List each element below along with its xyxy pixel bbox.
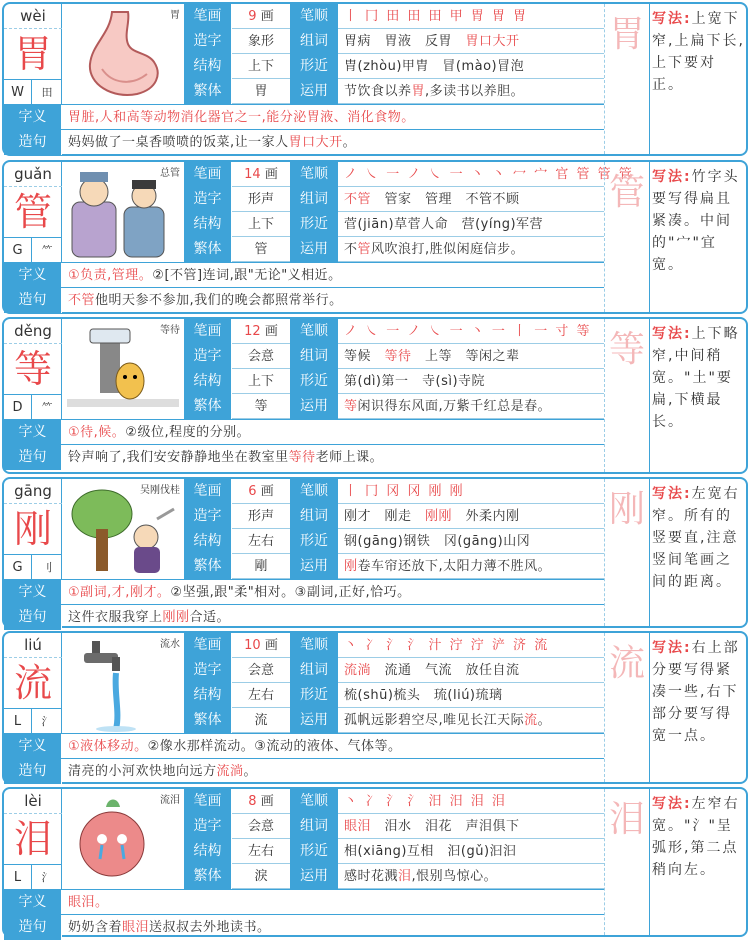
row-traditional — [184, 79, 604, 104]
label-words: 组词 — [290, 187, 338, 212]
row-strokes — [184, 633, 604, 658]
usage-value: 等闲识得东风面,万紫千红总是春。 — [344, 399, 552, 414]
row-meaning — [4, 889, 604, 914]
big-character: 泪 — [13, 817, 52, 861]
index-cell — [4, 79, 62, 104]
structure-value: 上下 — [247, 217, 274, 232]
row-structure — [184, 683, 604, 708]
sentence-value: 铃声响了,我们安安静静地坐在教室里等待老师上课。 — [68, 450, 384, 465]
label-usage: 运用 — [290, 79, 338, 104]
writing-label: 写法: — [652, 486, 692, 502]
label-strokes: 笔画 — [184, 479, 232, 504]
writing-text: 上下略窄,中间稍宽。"土"要扁,下横最长。 — [652, 326, 740, 430]
label-similar: 形近 — [290, 839, 338, 864]
big-character: 胃 — [13, 32, 52, 76]
label-formation: 造字 — [184, 187, 232, 212]
label-sentence: 造句 — [4, 605, 62, 630]
similar-value: 第(dì)第一 寺(sì)寺院 — [344, 374, 486, 389]
label-traditional: 繁体 — [184, 554, 232, 579]
index-letter: W — [4, 80, 32, 105]
illustration-image — [62, 319, 184, 419]
sentence-value: 清亮的小河欢快地向远方流淌。 — [68, 764, 258, 779]
similar-value: 相(xiāng)互相 汩(gǔ)汩汩 — [344, 844, 517, 859]
label-meaning: 字义 — [4, 890, 62, 915]
stroke-order: ノ ㇏ 一 ノ ㇏ 一 丶 一 丨 一 寸 等 — [344, 324, 592, 339]
label-words: 组词 — [290, 29, 338, 54]
label-order: 笔顺 — [290, 633, 338, 658]
words-value: 不管 管家 管理 不管不顾 — [344, 192, 520, 207]
structure-value: 上下 — [247, 59, 274, 74]
pinyin: lèi — [4, 789, 62, 814]
label-formation: 造字 — [184, 344, 232, 369]
usage-value: 感时花溅泪,恨别鸟惊心。 — [344, 869, 498, 884]
label-traditional: 繁体 — [184, 864, 232, 889]
big-character: 等 — [13, 347, 52, 391]
stroke-count: 10 画 — [244, 638, 278, 653]
illustration-image — [62, 479, 184, 579]
label-usage: 运用 — [290, 864, 338, 889]
writing-text: 右上部分要写得紧凑一些,右下部分要写得宽一点。 — [652, 640, 740, 744]
label-order: 笔顺 — [290, 162, 338, 187]
character-card-管 — [2, 160, 748, 314]
index-radical: 田 — [41, 86, 53, 99]
traditional-value: 等 — [254, 399, 268, 414]
sentence-value: 不管他明天参不参加,我们的晚会都照常举行。 — [68, 293, 343, 308]
stroke-order: 丶 冫 氵 氵 汨 汨 泪 泪 — [344, 794, 507, 809]
row-formation — [184, 344, 604, 369]
meaning-value: ①副词,才,刚才。②坚强,跟"柔"相对。③副词,正好,恰巧。 — [68, 585, 411, 600]
label-formation: 造字 — [184, 504, 232, 529]
illustration-image — [62, 789, 184, 889]
illustration-caption: 吴刚伐桂 — [140, 485, 180, 496]
row-sentence — [4, 758, 604, 783]
tracing-character: 泪 — [604, 789, 650, 935]
big-character: 刚 — [13, 507, 52, 551]
stroke-count: 12 画 — [244, 324, 278, 339]
label-structure: 结构 — [184, 683, 232, 708]
label-structure: 结构 — [184, 529, 232, 554]
row-structure — [184, 529, 604, 554]
label-structure: 结构 — [184, 212, 232, 237]
formation-value: 会意 — [247, 663, 274, 678]
row-meaning — [4, 733, 604, 758]
label-traditional: 繁体 — [184, 708, 232, 733]
row-meaning — [4, 104, 604, 129]
writing-text: 左宽右窄。所有的竖要直,注意竖间笔画之间的距离。 — [652, 486, 740, 590]
tracing-character: 管 — [604, 162, 650, 312]
label-meaning: 字义 — [4, 580, 62, 605]
formation-value: 会意 — [247, 819, 274, 834]
structure-value: 上下 — [247, 374, 274, 389]
sentence-value: 这件衣服我穿上刚刚合适。 — [68, 610, 231, 625]
label-strokes: 笔画 — [184, 633, 232, 658]
words-value: 胃病 胃液 反胃 胃口大开 — [344, 34, 520, 49]
writing-text: 上宽下窄,上扁下长,上下要对正。 — [652, 11, 745, 93]
illustration-caption: 流水 — [160, 639, 180, 650]
character-card-流 — [2, 631, 748, 784]
traditional-value: 剛 — [254, 559, 268, 574]
words-value: 流淌 流通 气流 放任自流 — [344, 663, 520, 678]
tracing-character: 胃 — [604, 4, 650, 154]
index-letter: L — [4, 709, 32, 734]
label-words: 组词 — [290, 658, 338, 683]
words-value: 眼泪 泪水 泪花 声泪俱下 — [344, 819, 520, 834]
label-traditional: 繁体 — [184, 237, 232, 262]
row-meaning — [4, 419, 604, 444]
row-sentence — [4, 604, 604, 629]
illustration-image — [62, 4, 184, 104]
writing-tip — [652, 793, 746, 881]
meaning-value: 眼泪。 — [68, 895, 109, 910]
row-meaning — [4, 262, 604, 287]
row-strokes — [184, 789, 604, 814]
row-sentence — [4, 129, 604, 154]
stroke-count: 8 画 — [248, 794, 274, 809]
label-words: 组词 — [290, 504, 338, 529]
meaning-value: 胃脏,人和高等动物消化器官之一,能分泌胃液、消化食物。 — [68, 110, 415, 125]
index-letter: D — [4, 395, 32, 420]
row-traditional — [184, 554, 604, 579]
index-cell — [4, 708, 62, 733]
row-formation — [184, 29, 604, 54]
traditional-value: 流 — [254, 713, 268, 728]
similar-value: 梳(shū)梳头 琉(liú)琉璃 — [344, 688, 503, 703]
index-letter: L — [4, 865, 32, 890]
label-meaning: 字义 — [4, 420, 62, 445]
similar-value: 胄(zhòu)甲胄 冒(mào)冒泡 — [344, 59, 525, 74]
words-value: 刚才 刚走 刚刚 外柔内刚 — [344, 509, 520, 524]
row-strokes — [184, 4, 604, 29]
character-card-泪 — [2, 787, 748, 937]
pinyin: liú — [4, 633, 62, 658]
writing-label: 写法: — [652, 169, 692, 185]
stroke-order: 丶 冫 氵 氵 汁 泞 泞 浐 济 流 — [344, 638, 550, 653]
label-words: 组词 — [290, 344, 338, 369]
char-info-panel — [4, 319, 62, 419]
index-cell — [4, 864, 62, 889]
label-meaning: 字义 — [4, 263, 62, 288]
illustration-caption: 流泪 — [160, 795, 180, 806]
label-strokes: 笔画 — [184, 319, 232, 344]
row-traditional — [184, 708, 604, 733]
row-strokes — [184, 479, 604, 504]
pinyin: děng — [4, 319, 62, 344]
meaning-value: ①待,候。②级位,程度的分别。 — [68, 425, 251, 440]
similar-value: 钢(gāng)钢铁 冈(gāng)山冈 — [344, 534, 531, 549]
formation-value: 象形 — [247, 34, 274, 49]
label-formation: 造字 — [184, 814, 232, 839]
row-formation — [184, 187, 604, 212]
label-formation: 造字 — [184, 29, 232, 54]
label-sentence: 造句 — [4, 915, 62, 940]
label-sentence: 造句 — [4, 445, 62, 470]
writing-label: 写法: — [652, 11, 692, 27]
stroke-count: 14 画 — [244, 167, 278, 182]
label-traditional: 繁体 — [184, 79, 232, 104]
big-character: 管 — [13, 190, 52, 234]
sentence-value: 奶奶含着眼泪送叔叔去外地读书。 — [68, 920, 271, 935]
sentence-value: 妈妈做了一桌香喷喷的饭菜,让一家人胃口大开。 — [68, 135, 357, 150]
row-structure — [184, 369, 604, 394]
index-radical: ⺮ — [41, 244, 53, 257]
usage-value: 节饮食以养胃,多读书以养胆。 — [344, 84, 525, 99]
illustration-image — [62, 162, 184, 262]
row-sentence — [4, 444, 604, 469]
char-info-panel — [4, 479, 62, 579]
label-similar: 形近 — [290, 529, 338, 554]
writing-label: 写法: — [652, 640, 692, 656]
traditional-value: 胃 — [254, 84, 268, 99]
label-traditional: 繁体 — [184, 394, 232, 419]
writing-tip — [652, 323, 746, 433]
label-structure: 结构 — [184, 54, 232, 79]
illustration-caption: 胃 — [170, 10, 180, 21]
label-order: 笔顺 — [290, 4, 338, 29]
label-strokes: 笔画 — [184, 789, 232, 814]
traditional-value: 管 — [254, 242, 268, 257]
meaning-value: ①液体移动。②像水那样流动。③流动的液体、气体等。 — [68, 739, 402, 754]
label-structure: 结构 — [184, 369, 232, 394]
label-strokes: 笔画 — [184, 162, 232, 187]
illustration-image — [62, 633, 184, 733]
usage-value: 不管风吹浪打,胜似闲庭信步。 — [344, 242, 525, 257]
writing-text: 左窄右宽。"氵"呈弧形,第二点稍向左。 — [652, 796, 740, 878]
index-letter: G — [4, 555, 32, 580]
row-formation — [184, 814, 604, 839]
label-usage: 运用 — [290, 708, 338, 733]
formation-value: 形声 — [247, 509, 274, 524]
label-similar: 形近 — [290, 212, 338, 237]
writing-label: 写法: — [652, 796, 692, 812]
char-info-panel — [4, 789, 62, 889]
words-value: 等候 等待 上等 等闲之辈 — [344, 349, 520, 364]
row-structure — [184, 839, 604, 864]
index-letter: G — [4, 238, 32, 263]
row-structure — [184, 54, 604, 79]
row-strokes — [184, 162, 634, 187]
label-order: 笔顺 — [290, 479, 338, 504]
row-sentence — [4, 287, 604, 312]
row-traditional — [184, 864, 604, 889]
label-words: 组词 — [290, 814, 338, 839]
label-order: 笔顺 — [290, 319, 338, 344]
character-card-胃 — [2, 2, 748, 156]
index-cell — [4, 394, 62, 419]
formation-value: 会意 — [247, 349, 274, 364]
tracing-character: 刚 — [604, 479, 650, 626]
structure-value: 左右 — [247, 844, 274, 859]
usage-value: 孤帆远影碧空尽,唯见长江天际流。 — [344, 713, 552, 728]
pinyin: wèi — [4, 4, 62, 29]
writing-label: 写法: — [652, 326, 692, 342]
tracing-character: 流 — [604, 633, 650, 782]
writing-tip — [652, 166, 746, 276]
label-sentence: 造句 — [4, 759, 62, 784]
character-card-等 — [2, 317, 748, 474]
row-structure — [184, 212, 604, 237]
row-sentence — [4, 914, 604, 939]
label-structure: 结构 — [184, 839, 232, 864]
index-cell — [4, 237, 62, 262]
similar-value: 菅(jiān)草菅人命 营(yíng)军营 — [344, 217, 544, 232]
usage-value: 刚卷车帘还放下,太阳力薄不胜风。 — [344, 559, 552, 574]
row-strokes — [184, 319, 604, 344]
row-formation — [184, 658, 604, 683]
label-similar: 形近 — [290, 369, 338, 394]
pinyin: guǎn — [4, 162, 62, 187]
writing-tip — [652, 483, 746, 593]
writing-text: 竹字头要写得扁且紧凑。中间的"宀"宜宽。 — [652, 169, 740, 273]
label-usage: 运用 — [290, 237, 338, 262]
meaning-value: ①负责,管理。②[不管]连词,跟"无论"义相近。 — [68, 268, 342, 283]
index-radical: 氵 — [41, 715, 53, 728]
row-formation — [184, 504, 604, 529]
label-formation: 造字 — [184, 658, 232, 683]
writing-tip — [652, 8, 746, 96]
tracing-character: 等 — [604, 319, 650, 472]
label-order: 笔顺 — [290, 789, 338, 814]
pinyin: gāng — [4, 479, 62, 504]
row-meaning — [4, 579, 604, 604]
big-character: 流 — [13, 661, 52, 705]
row-traditional — [184, 237, 604, 262]
label-meaning: 字义 — [4, 734, 62, 759]
stroke-order: 丨 冂 冈 冈 刚 刚 — [344, 484, 465, 499]
index-radical: ⺮ — [41, 401, 53, 414]
illustration-caption: 等待 — [160, 325, 180, 336]
stroke-count: 6 画 — [248, 484, 274, 499]
structure-value: 左右 — [247, 534, 274, 549]
label-meaning: 字义 — [4, 105, 62, 130]
index-radical: 氵 — [41, 871, 53, 884]
formation-value: 形声 — [247, 192, 274, 207]
char-info-panel — [4, 633, 62, 733]
structure-value: 左右 — [247, 688, 274, 703]
label-usage: 运用 — [290, 554, 338, 579]
character-card-刚 — [2, 477, 748, 628]
char-info-panel — [4, 4, 62, 104]
illustration-caption: 总管 — [160, 168, 180, 179]
label-sentence: 造句 — [4, 130, 62, 155]
label-usage: 运用 — [290, 394, 338, 419]
char-info-panel — [4, 162, 62, 262]
label-similar: 形近 — [290, 683, 338, 708]
index-radical: 刂 — [41, 561, 53, 574]
label-sentence: 造句 — [4, 288, 62, 313]
stroke-count: 9 画 — [248, 9, 274, 24]
row-traditional — [184, 394, 604, 419]
label-strokes: 笔画 — [184, 4, 232, 29]
writing-tip — [652, 637, 746, 747]
index-cell — [4, 554, 62, 579]
stroke-order: 丨 冂 田 田 田 甲 胃 胃 胃 — [344, 9, 529, 24]
label-similar: 形近 — [290, 54, 338, 79]
traditional-value: 淚 — [254, 869, 268, 884]
stroke-order: ノ ㇏ 一 ノ ㇏ 一 丶 丶 冖 宀 官 管 管 管 — [344, 167, 634, 182]
